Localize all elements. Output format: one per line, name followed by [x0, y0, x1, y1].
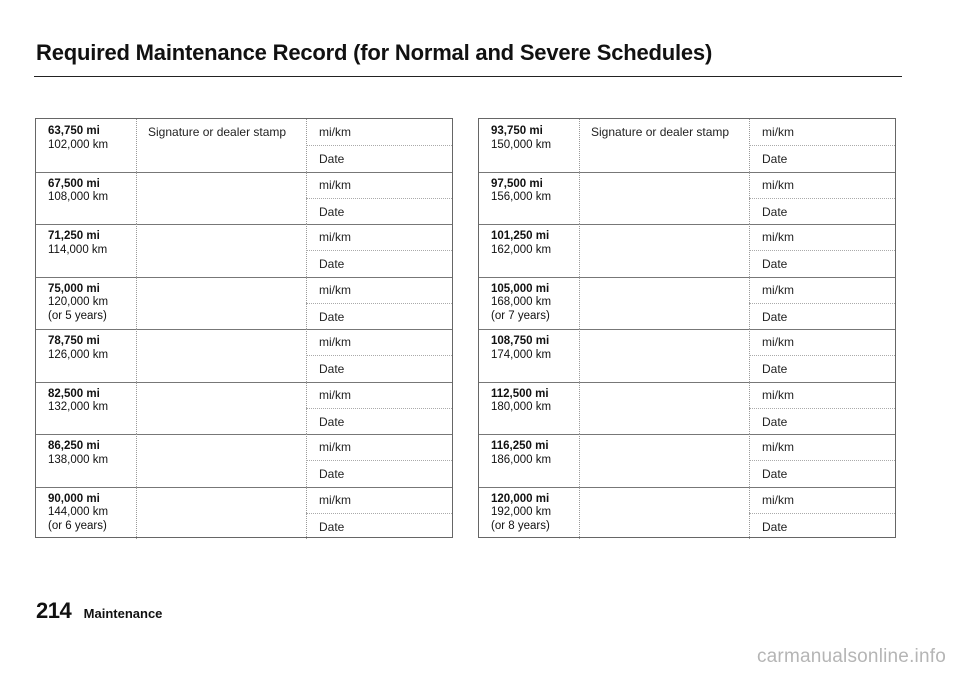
mileage-km: 108,000 km — [48, 191, 109, 203]
mikm-label: mi/km — [319, 335, 351, 349]
mileage-km: 168,000 km — [491, 296, 552, 308]
mileage-miles: 71,250 mi — [48, 230, 100, 242]
mileage-cell — [48, 125, 136, 152]
column-divider — [579, 277, 580, 330]
date-label: Date — [319, 362, 345, 376]
mileage-miles: 105,000 mi — [491, 282, 550, 295]
row-divider — [479, 382, 895, 383]
mileage-km: 162,000 km — [491, 243, 552, 256]
mileage-cell — [48, 230, 136, 257]
date-label: Date — [319, 519, 345, 534]
mikm-entry-line — [306, 303, 452, 304]
record-row — [479, 382, 895, 435]
record-row — [36, 434, 452, 487]
date-label: Date — [319, 414, 345, 429]
mikm-entry-line — [749, 250, 895, 251]
mikm-label: mi/km — [762, 177, 794, 192]
mileage-miles: 112,500 mi — [491, 387, 549, 400]
row-divider — [479, 329, 895, 330]
mileage-km: 120,000 km — [48, 296, 109, 308]
mikm-label: mi/km — [319, 125, 351, 139]
mikm-entry-line — [306, 198, 452, 199]
mileage-cell — [491, 230, 579, 257]
mikm-label: mi/km — [319, 440, 351, 454]
row-divider — [479, 434, 895, 435]
mikm-label: mi/km — [762, 230, 794, 244]
date-label: Date — [762, 257, 788, 271]
date-label: Date — [762, 467, 788, 481]
mileage-km: 186,000 km — [491, 453, 552, 466]
column-divider — [579, 224, 580, 277]
row-divider — [36, 329, 452, 330]
column-divider — [136, 119, 137, 172]
mikm-label: mi/km — [762, 492, 794, 507]
mikm-label: mi/km — [762, 387, 794, 402]
mileage-cell — [48, 493, 136, 534]
mileage-cell — [48, 335, 136, 362]
mikm-label: mi/km — [319, 492, 351, 507]
mileage-km: 192,000 km — [491, 506, 552, 518]
row-divider — [479, 487, 895, 488]
mileage-cell — [491, 125, 579, 152]
column-divider — [579, 172, 580, 225]
mikm-label: mi/km — [319, 387, 351, 402]
record-row — [479, 329, 895, 382]
date-label: Date — [319, 204, 345, 219]
date-label: Date — [319, 257, 345, 271]
column-divider — [136, 277, 137, 330]
mileage-miles: 108,750 mi — [491, 335, 550, 347]
record-row — [479, 487, 895, 540]
date-label: Date — [319, 152, 345, 166]
mileage-cell — [48, 283, 136, 324]
record-row — [479, 224, 895, 277]
mileage-miles: 78,750 mi — [48, 335, 100, 347]
date-label: Date — [762, 362, 788, 376]
title-rule — [34, 76, 902, 77]
mikm-entry-line — [749, 513, 895, 514]
record-row — [36, 382, 452, 435]
mileage-years: (or 8 years) — [491, 519, 550, 532]
signature-header: Signature or dealer stamp — [591, 125, 730, 139]
column-divider — [136, 487, 137, 540]
column-divider — [579, 329, 580, 382]
page-number: 214 — [36, 598, 72, 623]
record-row — [36, 224, 452, 277]
mikm-entry-line — [749, 303, 895, 304]
mileage-miles: 97,500 mi — [491, 177, 543, 190]
record-row — [36, 172, 452, 225]
column-divider — [579, 487, 580, 540]
mikm-entry-line — [749, 408, 895, 409]
mikm-label: mi/km — [762, 440, 794, 454]
mikm-entry-line — [749, 355, 895, 356]
row-divider — [36, 277, 452, 278]
column-divider — [136, 382, 137, 435]
mikm-label: mi/km — [762, 282, 794, 297]
mikm-label: mi/km — [319, 282, 351, 297]
mileage-miles: 75,000 mi — [48, 282, 100, 295]
maintenance-record-table-left — [35, 118, 453, 538]
column-divider — [136, 434, 137, 487]
mikm-entry-line — [749, 198, 895, 199]
mileage-cell — [491, 440, 579, 467]
maintenance-record-table-right — [478, 118, 896, 538]
mileage-miles: 82,500 mi — [48, 387, 100, 400]
mileage-miles: 86,250 mi — [48, 440, 100, 452]
mileage-cell — [491, 335, 579, 362]
mikm-entry-line — [749, 145, 895, 146]
signature-header: Signature or dealer stamp — [148, 125, 287, 139]
column-divider — [136, 329, 137, 382]
mileage-cell — [491, 388, 579, 415]
mikm-label: mi/km — [762, 335, 794, 349]
mileage-km: 150,000 km — [491, 138, 552, 151]
mileage-miles: 63,750 mi — [48, 125, 100, 137]
record-row — [479, 434, 895, 487]
column-divider — [579, 434, 580, 487]
row-divider — [479, 172, 895, 173]
date-label: Date — [762, 309, 788, 324]
record-row — [36, 487, 452, 540]
column-divider — [136, 172, 137, 225]
mikm-entry-line — [306, 145, 452, 146]
mikm-label: mi/km — [319, 177, 351, 192]
mileage-cell — [491, 283, 579, 324]
row-divider — [36, 224, 452, 225]
row-divider — [36, 434, 452, 435]
record-row — [479, 277, 895, 330]
mileage-km: 144,000 km — [48, 506, 109, 518]
mikm-entry-line — [306, 250, 452, 251]
mikm-entry-line — [306, 460, 452, 461]
mileage-km: 102,000 km — [48, 138, 109, 151]
mileage-cell — [48, 440, 136, 467]
mileage-miles: 90,000 mi — [48, 492, 100, 505]
mileage-km: 132,000 km — [48, 401, 109, 413]
record-row — [36, 119, 452, 172]
mikm-label: mi/km — [762, 125, 794, 139]
watermark: carmanualsonline.info — [756, 646, 946, 667]
mileage-km: 114,000 km — [48, 243, 108, 256]
page-title: Required Maintenance Record (for Normal and Severe Schedules) — [36, 40, 713, 65]
mikm-entry-line — [749, 460, 895, 461]
record-row — [36, 329, 452, 382]
row-divider — [36, 172, 452, 173]
row-divider — [36, 487, 452, 488]
row-divider — [479, 277, 895, 278]
row-divider — [479, 224, 895, 225]
mileage-years: (or 7 years) — [491, 309, 550, 322]
mileage-miles: 101,250 mi — [491, 230, 550, 242]
date-label: Date — [762, 519, 788, 534]
mileage-cell — [48, 388, 136, 415]
mileage-miles: 67,500 mi — [48, 177, 100, 190]
mileage-cell — [491, 493, 579, 534]
mileage-cell — [48, 178, 136, 205]
page-footer — [36, 598, 162, 624]
mileage-km: 138,000 km — [48, 453, 109, 466]
section-name: Maintenance — [83, 606, 163, 621]
column-divider — [136, 224, 137, 277]
mileage-km: 180,000 km — [491, 401, 552, 413]
date-label: Date — [319, 309, 345, 324]
mileage-miles: 120,000 mi — [491, 492, 550, 505]
mileage-miles: 93,750 mi — [491, 125, 543, 137]
column-divider — [579, 119, 580, 172]
mileage-miles: 116,250 mi — [491, 440, 549, 452]
mileage-km: 156,000 km — [491, 191, 552, 203]
mikm-entry-line — [306, 513, 452, 514]
column-divider — [579, 382, 580, 435]
record-row — [36, 277, 452, 330]
mileage-years: (or 6 years) — [48, 519, 107, 532]
date-label: Date — [762, 204, 788, 219]
mileage-km: 126,000 km — [48, 348, 109, 361]
mileage-km: 174,000 km — [491, 348, 552, 361]
record-row — [479, 172, 895, 225]
mikm-entry-line — [306, 355, 452, 356]
date-label: Date — [762, 414, 788, 429]
mileage-years: (or 5 years) — [48, 309, 107, 322]
date-label: Date — [762, 152, 788, 166]
mileage-cell — [491, 178, 579, 205]
record-row — [479, 119, 895, 172]
mikm-label: mi/km — [319, 230, 351, 244]
date-label: Date — [319, 467, 345, 481]
mikm-entry-line — [306, 408, 452, 409]
row-divider — [36, 382, 452, 383]
